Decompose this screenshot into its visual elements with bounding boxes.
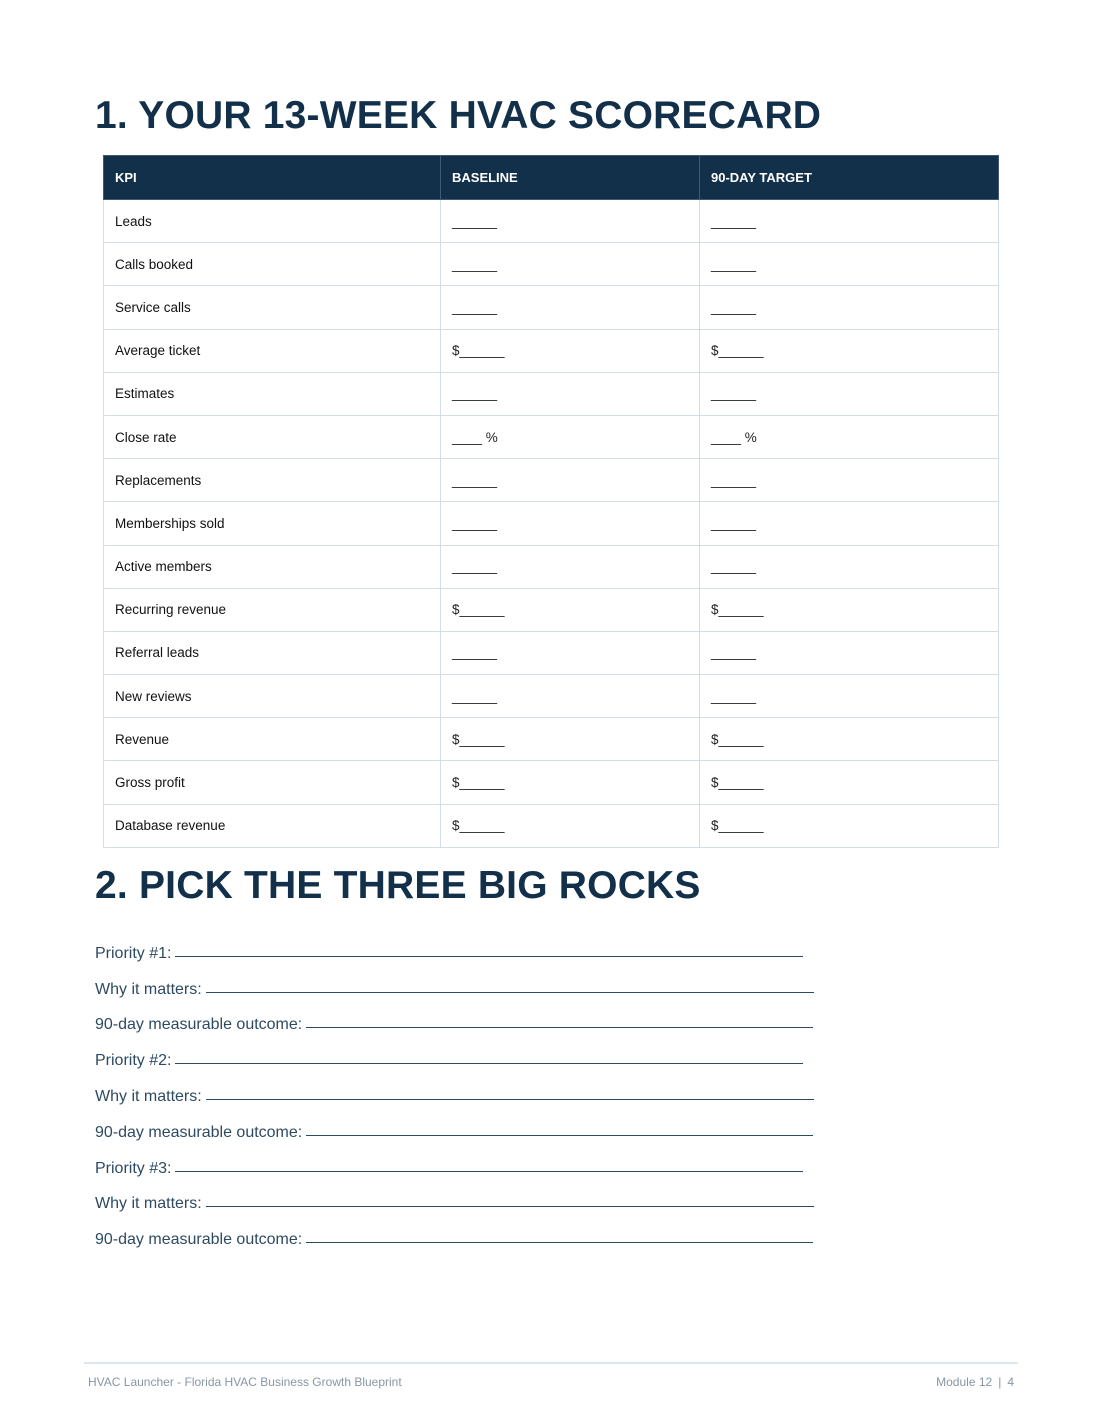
kpi-cell: Average ticket <box>104 329 441 372</box>
table-row <box>104 459 999 502</box>
target-cell[interactable]: $______ <box>700 329 999 372</box>
kpi-cell: Calls booked <box>104 243 441 286</box>
answer-blank[interactable] <box>175 1171 803 1172</box>
target-cell[interactable]: ______ <box>700 631 999 674</box>
answer-blank[interactable] <box>306 1135 813 1136</box>
header-kpi: KPI <box>104 156 441 200</box>
target-cell[interactable]: ______ <box>700 545 999 588</box>
table-row <box>104 502 999 545</box>
kpi-cell: Leads <box>104 200 441 243</box>
kpi-cell: Estimates <box>104 372 441 415</box>
table-row <box>104 588 999 631</box>
table-row <box>104 675 999 718</box>
priority-label: Priority #2: <box>95 1052 172 1070</box>
baseline-cell[interactable]: ______ <box>441 459 700 502</box>
answer-blank[interactable] <box>206 1099 814 1100</box>
target-cell[interactable]: ______ <box>700 372 999 415</box>
table-row <box>104 372 999 415</box>
table-row <box>104 545 999 588</box>
table-header-row <box>104 156 999 200</box>
baseline-cell[interactable]: $______ <box>441 804 700 847</box>
priority-label: Why it matters: <box>95 980 202 998</box>
target-cell[interactable]: ____ % <box>700 415 999 458</box>
baseline-cell[interactable]: ______ <box>441 200 700 243</box>
baseline-cell[interactable]: ____ % <box>441 415 700 458</box>
answer-blank[interactable] <box>206 992 814 993</box>
table-row <box>104 286 999 329</box>
target-cell[interactable]: ______ <box>700 286 999 329</box>
priority-label: 90-day measurable outcome: <box>95 1016 303 1034</box>
priority-line <box>95 1142 835 1178</box>
answer-blank[interactable] <box>306 1027 813 1028</box>
priority-label: 90-day measurable outcome: <box>95 1123 303 1141</box>
table-row <box>104 200 999 243</box>
target-cell[interactable]: $______ <box>700 761 999 804</box>
scorecard-table <box>103 155 999 848</box>
table-row <box>104 631 999 674</box>
footer-separator: | <box>998 1375 1002 1389</box>
kpi-cell: New reviews <box>104 675 441 718</box>
answer-blank[interactable] <box>206 1206 814 1207</box>
priority-line <box>95 927 835 963</box>
baseline-cell[interactable]: ______ <box>441 372 700 415</box>
baseline-cell[interactable]: ______ <box>441 243 700 286</box>
priority-label: 90-day measurable outcome: <box>95 1231 303 1249</box>
priority-line <box>95 963 835 999</box>
baseline-cell[interactable]: $______ <box>441 718 700 761</box>
priority-line <box>95 1178 835 1214</box>
footer-module: Module 12 <box>936 1375 993 1389</box>
baseline-cell[interactable]: ______ <box>441 545 700 588</box>
target-cell[interactable]: ______ <box>700 675 999 718</box>
priority-label: Why it matters: <box>95 1087 202 1105</box>
target-cell[interactable]: $______ <box>700 718 999 761</box>
target-cell[interactable]: ______ <box>700 502 999 545</box>
target-cell[interactable]: $______ <box>700 804 999 847</box>
header-baseline: BASELINE <box>441 156 700 200</box>
footer-divider <box>84 1362 1018 1364</box>
kpi-cell: Service calls <box>104 286 441 329</box>
priority-label: Priority #1: <box>95 944 172 962</box>
priority-line <box>95 1106 835 1142</box>
table-row <box>104 243 999 286</box>
priority-line <box>95 999 835 1035</box>
answer-blank[interactable] <box>306 1242 813 1243</box>
kpi-cell: Referral leads <box>104 631 441 674</box>
section-title-scorecard: 1. YOUR 13-WEEK HVAC SCORECARD <box>95 94 822 137</box>
target-cell[interactable]: ______ <box>700 243 999 286</box>
table-row <box>104 804 999 847</box>
priority-line <box>95 1070 835 1106</box>
table-row <box>104 718 999 761</box>
priority-label: Why it matters: <box>95 1195 202 1213</box>
footer-page-number: 4 <box>1007 1375 1014 1389</box>
baseline-cell[interactable]: $______ <box>441 761 700 804</box>
priority-line <box>95 1034 835 1070</box>
baseline-cell[interactable]: ______ <box>441 286 700 329</box>
table-row <box>104 415 999 458</box>
section-title-big-rocks: 2. PICK THE THREE BIG ROCKS <box>95 864 701 907</box>
kpi-cell: Revenue <box>104 718 441 761</box>
target-cell[interactable]: $______ <box>700 588 999 631</box>
priority-line <box>95 1213 835 1249</box>
baseline-cell[interactable]: $______ <box>441 588 700 631</box>
table-row <box>104 329 999 372</box>
kpi-cell: Recurring revenue <box>104 588 441 631</box>
kpi-cell: Memberships sold <box>104 502 441 545</box>
answer-blank[interactable] <box>175 1063 803 1064</box>
footer-document-title: HVAC Launcher - Florida HVAC Business Growth Blueprint <box>88 1375 402 1389</box>
baseline-cell[interactable]: ______ <box>441 502 700 545</box>
footer-page-info <box>936 1375 1014 1389</box>
kpi-cell: Close rate <box>104 415 441 458</box>
baseline-cell[interactable]: $______ <box>441 329 700 372</box>
kpi-cell: Active members <box>104 545 441 588</box>
big-rocks-list <box>95 927 835 1249</box>
kpi-cell: Database revenue <box>104 804 441 847</box>
priority-label: Priority #3: <box>95 1159 172 1177</box>
header-target: 90-DAY TARGET <box>700 156 999 200</box>
baseline-cell[interactable]: ______ <box>441 675 700 718</box>
table-row <box>104 761 999 804</box>
answer-blank[interactable] <box>175 956 803 957</box>
kpi-cell: Replacements <box>104 459 441 502</box>
target-cell[interactable]: ______ <box>700 200 999 243</box>
baseline-cell[interactable]: ______ <box>441 631 700 674</box>
target-cell[interactable]: ______ <box>700 459 999 502</box>
kpi-cell: Gross profit <box>104 761 441 804</box>
